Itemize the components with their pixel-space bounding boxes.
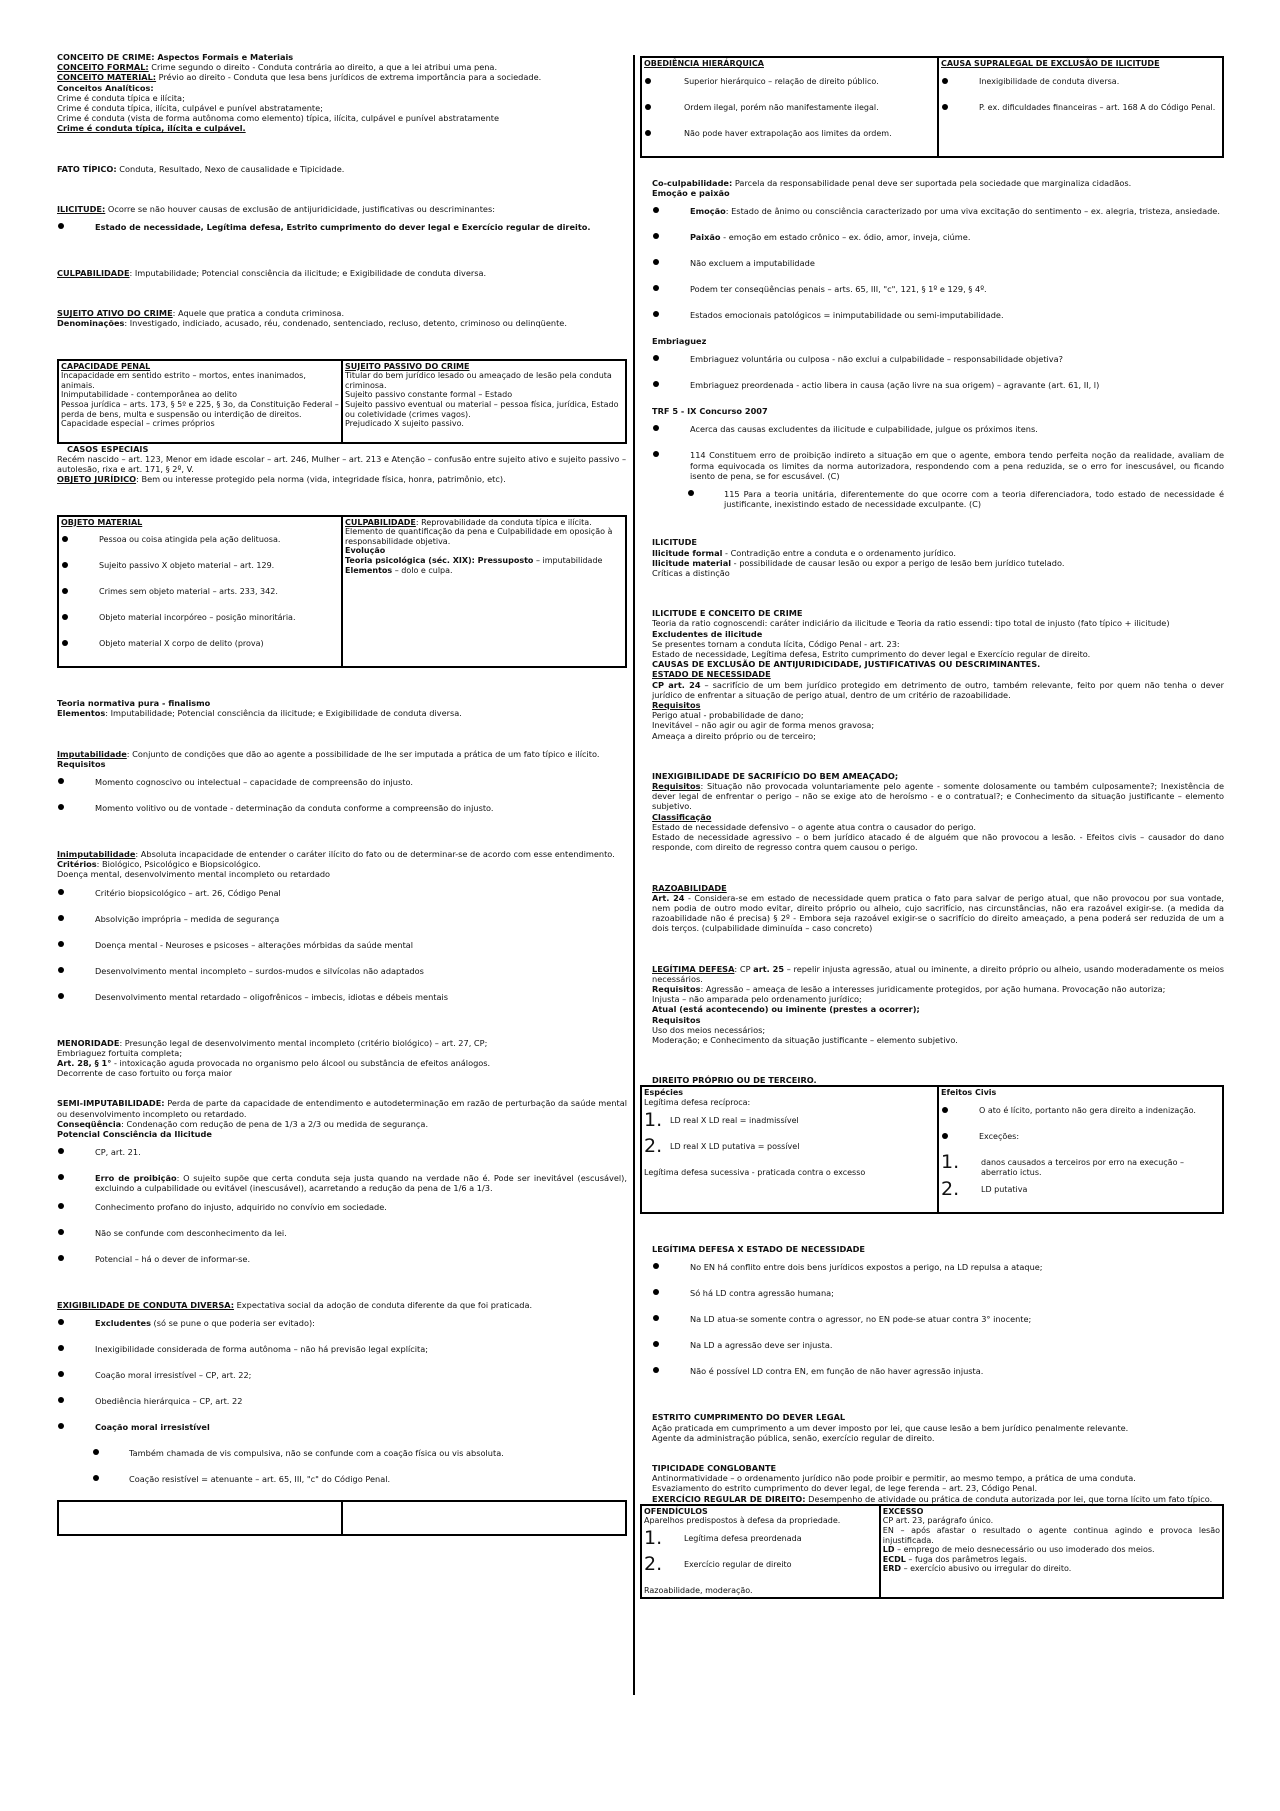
list-item: Excludentes (só se pune o que poderia ser evitado): xyxy=(57,1318,627,1336)
semi-imputabilidade: SEMI-IMPUTABILIDADE: Perda de parte da capacidade de entendimento e autodeterminação em razão de perturbação da saúde mental ou desenvolvimento incompleto ou retardado. xyxy=(57,1098,627,1119)
en-req-line: Inevitável – não agir ou agir de forma menos gravosa; xyxy=(652,720,875,731)
teoria-head: Teoria normativa pura - finalismo xyxy=(57,698,211,709)
especies-cell xyxy=(641,1086,938,1213)
exc-head: EXCESSO xyxy=(882,1506,924,1516)
ic-line: Se presentes tornam a conduta lícita, Código Penal - art. 23: xyxy=(652,638,900,649)
list-item: 2. LD real X LD putativa = possível xyxy=(644,1134,800,1157)
cap-line: Incapacidade em sentido estrito – mortos, entes inanimados, animais. xyxy=(61,371,306,390)
list-item: 115 Para a teoria unitária, diferentemente do que ocorre com a teoria diferenciadora, todo estado de necessidade é justificante, inexistindo estado de necessidade exculpante. (C) xyxy=(652,489,1224,509)
cap-line: Inimputabilidade - contemporânea ao delito xyxy=(61,390,237,400)
trf-head: TRF 5 - IX Concurso 2007 xyxy=(652,406,768,417)
co-culpabilidade: Co-culpabilidade: Parcela da responsabilidade penal deve ser suportada pela sociedade que marginaliza cidadãos. xyxy=(652,177,1132,188)
left-column xyxy=(57,52,627,1536)
exc-ld: LD – emprego de meio desnecessário ou uso imoderado dos meios. xyxy=(882,1545,1155,1555)
inex-req: Requisitos: Situação não provocada voluntariamente pelo agente - somente dolosamente ou também culposamente?; Inexistência de dever legal de enfrentar o perigo – não se exige ato de heroísmo - e o contratual?; e Conhecimento da situação justificante – elemento subjetivo. xyxy=(652,781,1224,812)
classificacao-head: Classificação xyxy=(652,811,712,822)
en-head: ESTADO DE NECESSIDADE xyxy=(652,669,771,680)
list-item: Emoção: Estado de ânimo ou consciência caracterizado por uma viva excitação do sentimento – ex. alegria, tristeza, ansiedade. xyxy=(652,206,1224,224)
list-item: 1. danos causados a terceiros por erro na execução – aberratio ictus. xyxy=(941,1150,1184,1177)
doenca-line: Doença mental, desenvolvimento mental incompleto ou retardado xyxy=(57,869,331,880)
cb-elem: Elementos – dolo e culpa. xyxy=(345,565,453,575)
excludentes-head: Excludentes de ilicitude xyxy=(652,628,763,639)
esp-rec: Legítima defesa recíproca: xyxy=(644,1097,751,1107)
list-item: Coação moral irresistível – CP, art. 22; xyxy=(57,1370,627,1388)
culpabilidade-cell xyxy=(342,516,626,668)
list-item: Ordem ilegal, porém não manifestamente ilegal. xyxy=(644,103,935,121)
tip-line: Esvaziamento do estrito cumprimento do dever legal, de lege ferenda – art. 23, Código Penal. xyxy=(652,1483,1038,1494)
list-item: Embriaguez preordenada - actio libera in causa (ação livre na sua origem) – agravante (art. 61, II, l) xyxy=(652,380,1224,398)
list-item: Objeto material incorpóreo – posição minoritária. xyxy=(61,613,339,631)
exc-line: EN – após afastar o resultado o agente continua agindo e provoca lesão injustificada. xyxy=(882,1525,1220,1545)
cb-teoria: Teoria psicológica (séc. XIX): Pressuposto – imputabilidade xyxy=(345,555,603,565)
list-item: P. ex. dificuldades financeiras – art. 168 A do Código Penal. xyxy=(941,103,1220,121)
ilicitude-head: ILICITUDE xyxy=(652,537,697,548)
list-item: Momento cognoscivo ou intelectual – capacidade de compreensão do injusto. xyxy=(57,777,627,795)
list-item: 2. LD putativa xyxy=(941,1178,1028,1201)
obediencia-table xyxy=(640,56,1224,158)
exc-line: CP art. 23, parágrafo único. xyxy=(882,1516,994,1526)
ld-uso: Uso dos meios necessários; xyxy=(652,1024,766,1035)
list-item: Coação moral irresistível xyxy=(57,1422,627,1440)
list-item: Erro de proibição: O sujeito supõe que certa conduta seja justa quando na verdade não é. Pode ser inevitável (escusável), excluindo a culpabilidade ou evitável (inescusável), acarretando a redução da pena de 1/6 a 1/3. xyxy=(57,1173,627,1193)
list-item: Doença mental - Neuroses e psicoses – alterações mórbidas da saúde mental xyxy=(57,940,627,958)
list-item: Superior hierárquico – relação de direito público. xyxy=(644,77,935,95)
class-line: Estado de necessidade agressivo – o bem jurídico atacado é de alguém que não provocou a lesão. - Efeitos civis – causador do dano responde, com direito de regresso contra quem causou o perigo. xyxy=(652,832,1224,853)
ecdl-line: Ação praticada em cumprimento a um dever imposto por lei, que cause lesão a bem jurídico penalmente relevante. xyxy=(652,1422,1129,1433)
ilicitude: ILICITUDE: Ocorre se não houver causas de exclusão de antijuridicidade, justificativas ou descriminantes: xyxy=(57,203,495,214)
ef-head: Efeitos Civis xyxy=(941,1088,997,1098)
culpabilidade: CULPABILIDADE: Imputabilidade; Potencial consciência da ilicitude; e Exigibilidade de conduta diversa. xyxy=(57,268,487,279)
exc-ecdl: ECDL – fuga dos parâmetros legais. xyxy=(882,1554,1027,1564)
objeto-material-cell xyxy=(58,516,342,668)
razoabilidade-text: Art. 24 - Considera-se em estado de necessidade quem pratica o fato para salvar de perigo atual, que não provocou por sua vontade, nem podia de outro modo evitar, direito próprio ou alheio, cujo sacrifício, nas circunstâncias, não era razoável exigir-se. (a medida da razoabilidade não é precisa) § 2º - Embora seja razoável exigir-se o sacrifício do direito ameaçado, a pena poderá ser reduzida de um a dois terços. (culpabilidade diminuída – caso concreto) xyxy=(652,892,1224,934)
sp-line: Prejudicado X sujeito passivo. xyxy=(345,419,464,429)
list-item: 1. LD real X LD real = inadmissível xyxy=(644,1108,799,1131)
sp-line: Sujeito passivo eventual ou material – pessoa física, jurídica, Estado ou coletividade (crimes vagos). xyxy=(345,400,619,419)
tipicidade-head: TIPICIDADE CONGLOBANTE xyxy=(652,1462,777,1473)
list-item: Acerca das causas excludentes da ilicitude e culpabilidade, julgue os próximos itens. xyxy=(652,424,1224,442)
consequencia: Conseqüência: Condenação com redução de pena de 1/3 a 2/3 ou medida de segurança. xyxy=(57,1118,429,1129)
list-item: Não excluem a imputabilidade xyxy=(652,258,1224,276)
list-item: Absolvição imprópria – medida de segurança xyxy=(57,914,627,932)
ofendiculos-table xyxy=(640,1504,1224,1599)
list-item: Embriaguez voluntária ou culposa - não exclui a culpabilidade – responsabilidade objetiva? xyxy=(652,354,1224,372)
analitico-3: Crime é conduta (vista de forma autônoma como elemento) típica, ilícita, culpável e punível abstratamente xyxy=(57,113,500,124)
emocao-head: Emoção e paixão xyxy=(652,187,730,198)
cb-line: CULPABILIDADE: Reprovabilidade da conduta típica e ilícita. xyxy=(345,517,592,527)
esp-suc: Legítima defesa sucessiva - praticada contra o excesso xyxy=(644,1167,866,1177)
ld-req2: Requisitos xyxy=(652,1014,701,1025)
list-item: Pessoa ou coisa atingida pela ação delituosa. xyxy=(61,535,339,553)
obediencia-cell xyxy=(641,57,938,157)
requisitos-head: Requisitos xyxy=(57,758,106,769)
direito-proprio-head: DIREITO PRÓPRIO OU DE TERCEIRO. xyxy=(652,1075,817,1086)
list-item: Critério biopsicológico – art. 26, Código Penal xyxy=(57,888,627,906)
empty-cell xyxy=(58,1501,342,1535)
inimputabilidade: Inimputabilidade: Absoluta incapacidade de entender o caráter ilícito do fato ou de determinar-se de acordo com esse entendimento. xyxy=(57,849,615,860)
en-req-head: Requisitos xyxy=(652,700,701,711)
esp-head: Espécies xyxy=(644,1088,684,1098)
cb-evol: Evolução xyxy=(345,546,386,556)
formal-line: CONCEITO FORMAL: Crime segundo o direito - Conduta contrária ao direito, a que a lei atribui uma pena. xyxy=(57,62,498,73)
class-line: Estado de necessidade defensivo – o agente atua contra o causador do perigo. xyxy=(652,821,976,832)
analitico-4: Crime é conduta típica, ilícita e culpável. xyxy=(57,123,246,134)
list-item: Crimes sem objeto material – arts. 233, 342. xyxy=(61,587,339,605)
obed-head: OBEDIÊNCIA HIERÁRQUICA xyxy=(644,59,764,68)
criterios: Critérios: Biológico, Psicológico e Biopsicológico. xyxy=(57,859,261,870)
cap-head: CAPACIDADE PENAL xyxy=(61,361,151,371)
list-item: Coação resistível = atenuante – art. 65, III, "c" do Código Penal. xyxy=(57,1474,627,1492)
list-item: No EN há conflito entre dois bens jurídicos expostos a perigo, na LD repulsa a ataque; xyxy=(652,1262,1224,1280)
analitico-1: Crime é conduta típica e ilícita; xyxy=(57,92,185,103)
cap-line: Capacidade especial – crimes próprios xyxy=(61,419,215,429)
ld-atual: Atual (está acontecendo) ou iminente (prestes a ocorrer); xyxy=(652,1004,920,1015)
list-item: Na LD atua-se somente contra o agressor, no EN pode-se atuar contra 3° inocente; xyxy=(652,1314,1224,1332)
sp-line: Sujeito passivo constante formal – Estado xyxy=(345,390,513,400)
list-item: 2. Exercício regular de direito xyxy=(644,1552,792,1575)
legitima-defesa: LEGÍTIMA DEFESA: CP art. 25 – repelir injusta agressão, atual ou iminente, a direito próprio ou alheio, usando moderadamente os meios necessários. xyxy=(652,963,1224,984)
om-head: OBJETO MATERIAL xyxy=(61,517,143,527)
list-item: Conhecimento profano do injusto, adquirido no convívio em sociedade. xyxy=(57,1202,627,1220)
list-item: Não se confunde com desconhecimento da lei. xyxy=(57,1228,627,1246)
potencial-head: Potencial Consciência da Ilicitude xyxy=(57,1129,212,1140)
crime-title: CONCEITO DE CRIME: Aspectos Formais e Materiais xyxy=(57,52,294,62)
ic-line: Teoria da ratio cognoscendi: caráter indiciário da ilicitude e Teoria da ratio essendi: tipo total de injusto (fato típico + ilicitude) xyxy=(652,618,1170,629)
of-head: OFENDÍCULOS xyxy=(644,1506,708,1516)
empty-cell xyxy=(342,1501,626,1535)
en-req-line: Perigo atual - probabilidade de dano; xyxy=(652,710,804,721)
sujeito-passivo-cell xyxy=(342,360,626,443)
list-item: 114 Constituem erro de proibição indireto a situação em que o agente, embora tendo perfeita noção da realidade, avaliam de forma equivocada os limites da norma autorizadora, respondendo com a pena reduzida, se o erro for inescusável, ou ficando isento de pena, se for escusável. (C) xyxy=(652,450,1224,481)
ilicitude-formal: Ilicitude formal - Contradição entre a conduta e o ordenamento jurídico. xyxy=(652,547,956,558)
list-item: Na LD a agressão deve ser injusta. xyxy=(652,1340,1224,1358)
list-item: Estados emocionais patológicos = inimputabilidade ou semi-imputabilidade. xyxy=(652,310,1224,328)
column-separator xyxy=(633,55,635,1695)
list-item: Desenvolvimento mental retardado – oligofrênicos – imbecis, idiotas e débeis mentais xyxy=(57,992,627,1010)
list-item: Inexigibilidade de conduta diversa. xyxy=(941,77,1220,95)
supralegal-cell xyxy=(938,57,1223,157)
fato-tipico: FATO TÍPICO: Conduta, Resultado, Nexo de causalidade e Tipicidade. xyxy=(57,163,345,174)
ecdl-head: ESTRITO CUMPRIMENTO DO DEVER LEGAL xyxy=(652,1412,846,1423)
art28: Art. 28, § 1° - intoxicação aguda provocada no organismo pelo álcool ou substância de efeitos análogos. xyxy=(57,1058,491,1069)
ilicitude-conceito-head: ILICITUDE E CONCEITO DE CRIME xyxy=(652,608,803,619)
exc-erd: ERD – exercício abusivo ou irregular do direito. xyxy=(882,1564,1072,1574)
analitico-2: Crime é conduta típica, ilícita, culpável e punível abstratamente; xyxy=(57,103,323,114)
capacidade-cell xyxy=(58,360,342,443)
especies-table xyxy=(640,1085,1224,1214)
sujeito-ativo: SUJEITO ATIVO DO CRIME: Aquele que pratica a conduta criminosa. xyxy=(57,308,345,319)
list-item: Não pode haver extrapolação aos limites da ordem. xyxy=(644,129,935,147)
list-item: Objeto material X corpo de delito (prova) xyxy=(61,639,339,657)
list-item: Momento volitivo ou de vontade - determinação da conduta conforme a compreensão do injusto. xyxy=(57,803,627,821)
criticas: Críticas a distinção xyxy=(652,568,730,579)
cap-line: Pessoa jurídica – arts. 173, § 5º e 225, § 3o, da Constituição Federal – perda de bens, multa e suspensão ou interdição de direitos. xyxy=(61,400,339,419)
ld-injusta: Injusta – não amparada pelo ordenamento jurídico; xyxy=(652,994,862,1005)
exigibilidade: EXIGIBILIDADE DE CONDUTA DIVERSA: Expectativa social da adoção de conduta diferente da que foi praticada. xyxy=(57,1299,533,1310)
teoria-elem: Elementos: Imputabilidade; Potencial consciência da ilicitude; e Exigibilidade de conduta diversa. xyxy=(57,708,462,719)
sp-line: Titular do bem jurídico lesado ou ameaçado de lesão pela conduta criminosa. xyxy=(345,371,612,390)
objeto-material-table xyxy=(57,515,627,669)
imputabilidade: Imputabilidade: Conjunto de condições que dão ao agente a possibilidade de lhe ser imputada a prática de um fato típico e ilícito. xyxy=(57,748,600,759)
ofendiculos-cell xyxy=(641,1505,880,1598)
en-req-line: Ameaça a direito próprio ou de terceiro; xyxy=(652,730,816,741)
sp-head: SUJEITO PASSIVO DO CRIME xyxy=(345,361,470,371)
denominacoes: Denominações: Investigado, indiciado, acusado, réu, condenado, sentenciado, recluso, detento, criminoso ou delinqüente. xyxy=(57,318,567,329)
decorrente: Decorrente de caso fortuito ou força maior xyxy=(57,1068,232,1079)
list-item: Sujeito passivo X objeto material – art. 129. xyxy=(61,561,339,579)
erd-line: EXERCÍCIO REGULAR DE DIREITO: Desempenho de atividade ou prática de conduta autorizada por lei, que torna lícito um fato típico. xyxy=(652,1493,1213,1504)
efeitos-cell xyxy=(938,1086,1223,1213)
ld-req: Requisitos: Agressão – ameaça de lesão a interesses juridicamente protegidos, por ação humana. Provocação não autoriza; xyxy=(652,983,1166,994)
of-line: Aparelhos predispostos à defesa da propriedade. xyxy=(644,1516,841,1526)
embriaguez-head: Embriaguez xyxy=(652,336,707,346)
list-item: Desenvolvimento mental incompleto – surdos-mudos e silvícolas não adaptados xyxy=(57,966,627,984)
list-item: CP, art. 21. xyxy=(57,1147,627,1165)
ecdl-line: Agente da administração pública, senão, exercício regular de direito. xyxy=(652,1432,935,1443)
of-raz: Razoabilidade, moderação. xyxy=(644,1585,753,1595)
ic-line: Estado de necessidade, Legítima defesa, Estrito cumprimento do dever legal e Exercício regular de direito. xyxy=(652,649,1091,660)
list-item: Paixão - emoção em estado crônico – ex. ódio, amor, inveja, ciúme. xyxy=(652,232,1224,250)
ilicitude-material: Ilicitude material - possibilidade de causar lesão ou expor a perigo de lesão bem jurídico tutelado. xyxy=(652,557,1065,568)
list-item: Potencial – há o dever de informar-se. xyxy=(57,1254,627,1272)
list-item: Só há LD contra agressão humana; xyxy=(652,1288,1224,1306)
objeto-juridico: OBJETO JURÍDICO: Bem ou interesse protegido pela norma (vida, integridade física, honra, patrimônio, etc). xyxy=(57,474,506,485)
list-item: Também chamada de vis compulsiva, não se confunde com a coação física ou vis absoluta. xyxy=(57,1448,627,1466)
excesso-cell xyxy=(880,1505,1223,1598)
list-item: Estado de necessidade, Legítima defesa, Estrito cumprimento do dever legal e Exercício regular de direito. xyxy=(57,222,627,240)
list-item: Exceções: xyxy=(941,1132,1220,1150)
tip-line: Antinormatividade – o ordenamento jurídico não pode proibir e permitir, ao mesmo tempo, a prática de uma conduta. xyxy=(652,1473,1136,1484)
razoabilidade-head: RAZOABILIDADE xyxy=(652,882,727,893)
capacidade-table xyxy=(57,359,627,444)
analiticos-head: Conceitos Analíticos: xyxy=(57,82,154,93)
ld-mod: Moderação; e Conhecimento da situação justificante – elemento subjetivo. xyxy=(652,1034,958,1045)
empty-table xyxy=(57,1500,627,1536)
casos-text: Recém nascido – art. 123, Menor em idade escolar – art. 246, Mulher – art. 213 e Atenção – confusão entre sujeito ativo e sujeito passivo – autolesão, rixa e art. 171, § 2º, V. xyxy=(57,454,627,475)
list-item: Inexigibilidade considerada de forma autônoma – não há previsão legal explícita; xyxy=(57,1344,627,1362)
right-column xyxy=(640,56,1224,1599)
list-item: Obediência hierárquica – CP, art. 22 xyxy=(57,1396,627,1414)
embriaguez-fortuita: Embriaguez fortuita completa; xyxy=(57,1047,183,1058)
causas-head: CAUSAS DE EXCLUSÃO DE ANTIJURIDICIDADE, JUSTIFICATIVAS OU DESCRIMINANTES. xyxy=(652,659,1041,670)
list-item: Podem ter conseqüências penais – arts. 65, III, "c", 121, § 1º e 129, § 4º. xyxy=(652,284,1224,302)
list-item: 1. Legítima defesa preordenada xyxy=(644,1526,802,1549)
cb-line: Elemento de quantificação da pena e Culpabilidade em oposição à responsabilidade objetiva. xyxy=(345,527,613,546)
inexigibilidade-head: INEXIGIBILIDADE DE SACRIFÍCIO DO BEM AMEAÇADO; xyxy=(652,770,899,781)
ldxen-head: LEGÍTIMA DEFESA X ESTADO DE NECESSIDADE xyxy=(652,1244,866,1255)
supra-head: CAUSA SUPRALEGAL DE EXCLUSÃO DE ILICITUDE xyxy=(941,59,1160,68)
cp24: CP art. 24 – sacrifício de um bem jurídico protegido em detrimento de outro, também relevante, feito por quem não tenha o dever jurídico de enfrentar a situação de perigo atual, dentro de um critério de razoabilidade. xyxy=(652,679,1224,700)
material-line: CONCEITO MATERIAL: Prévio ao direito - Conduta que lesa bens jurídicos de extrema importância para a sociedade. xyxy=(57,72,542,83)
list-item: Não é possível LD contra EN, em função de não haver agressão injusta. xyxy=(652,1366,1224,1384)
list-item: O ato é lícito, portanto não gera direito a indenização. xyxy=(941,1106,1220,1124)
casos-head: CASOS ESPECIAIS xyxy=(67,443,149,454)
menoridade: MENORIDADE: Presunção legal de desenvolvimento mental incompleto (critério biológico) – art. 27, CP; xyxy=(57,1037,488,1048)
